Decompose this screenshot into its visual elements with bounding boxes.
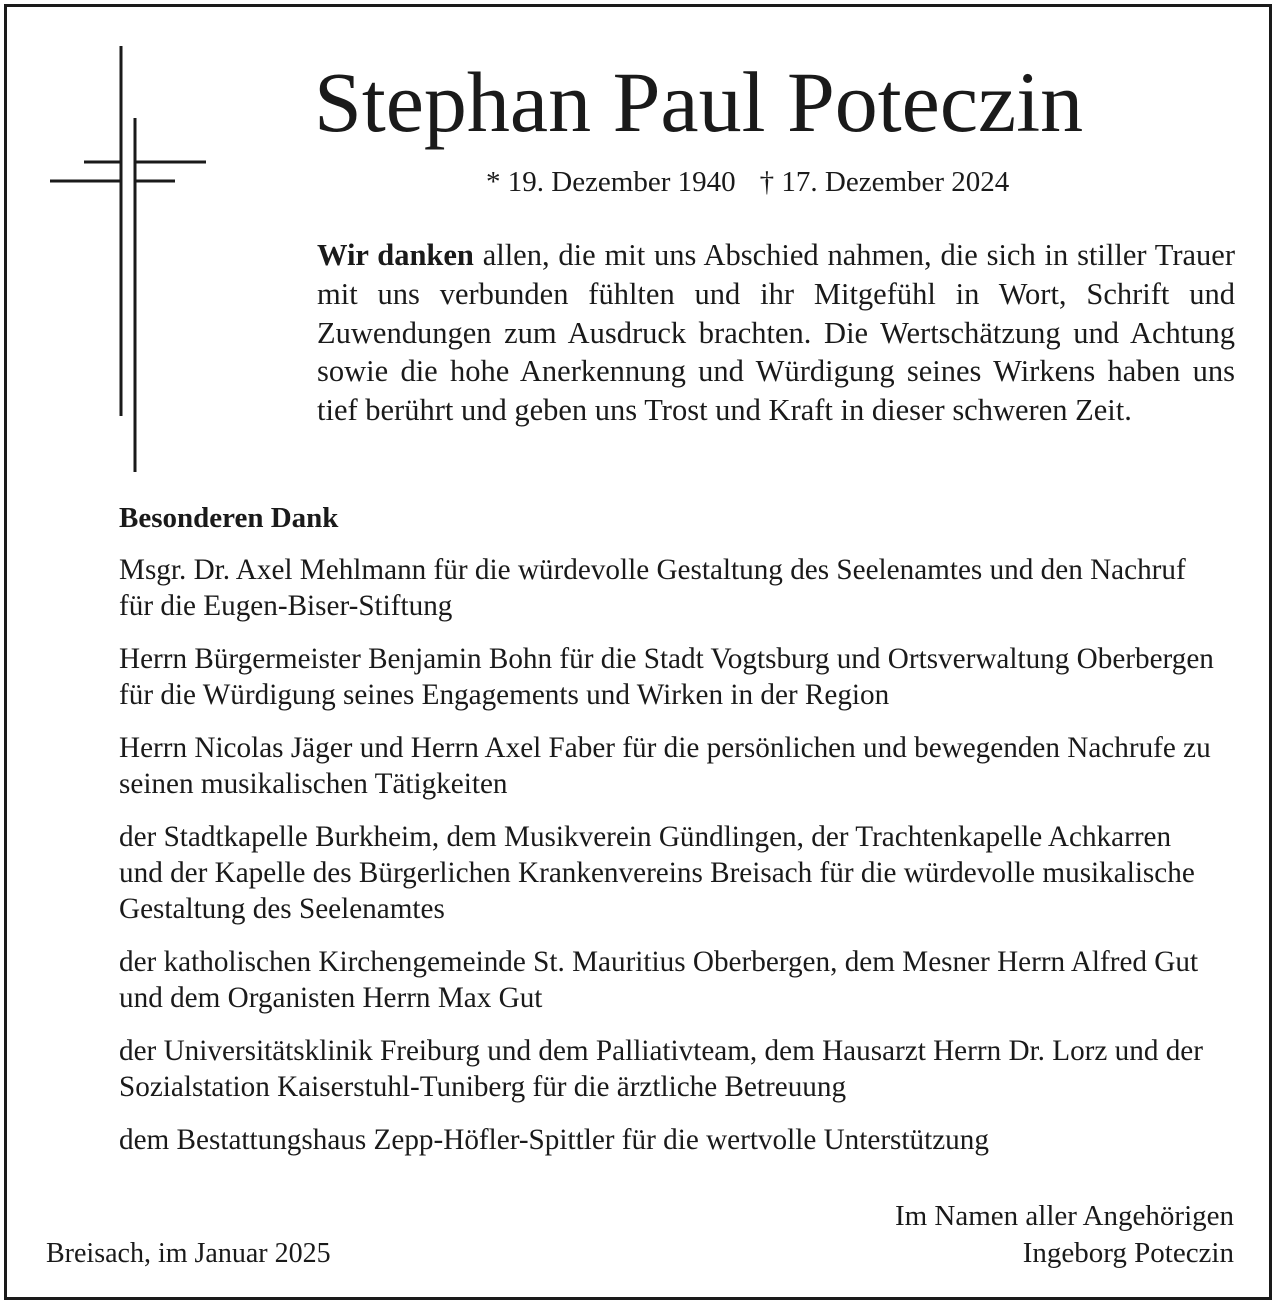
on-behalf-line: Im Namen aller Angehörigen [894, 1200, 1234, 1232]
thank-you-text: allen, die mit uns Abschied nahmen, die sich in stiller Trauer mit uns verbunden fühlten und ihr Mitgefühl in Wort, Schrift und Zuwendungen zum Ausdruck brachten. Die Wertschätzung und Achtung sowie die hohe Anerkennung und Würdigung seines Wirkens haben uns tief berührt und geben uns Trost und Kraft in dieser schweren Zeit. [317, 238, 1235, 428]
special-thanks-section [119, 500, 1219, 1175]
thanks-item: dem Bestattungshaus Zepp-Höfler-Spittler für die wertvolle Unterstützung [119, 1124, 989, 1156]
place-and-date: Breisach, im Januar 2025 [46, 1238, 331, 1269]
thank-you-lead: Wir danken [317, 238, 474, 272]
cross-icon [48, 46, 208, 476]
thanks-item: Msgr. Dr. Axel Mehlmann für die würdevolle Gestaltung des Seelenamtes und den Nachruf für die Eugen-Biser-Stiftung [119, 554, 1186, 622]
life-dates [486, 164, 1009, 200]
thanks-item: der Universitätsklinik Freiburg und dem Palliativteam, dem Hausarzt Herrn Dr. Lorz und der Sozialstation Kaiserstuhl-Tuniberg für die ärztliche Betreuung [119, 1035, 1203, 1103]
signature-block [895, 1198, 1234, 1272]
thanks-item: der Stadtkapelle Burkheim, dem Musikverein Gündlingen, der Trachtenkapelle Achkarren und der Kapelle des Bürgerlichen Krankenvereins Breisach für die würdevolle musikalische Gestaltung des Seelenamtes [119, 821, 1195, 925]
special-thanks-heading: Besonderen Dank [119, 502, 339, 534]
death-date: † 17. Dezember 2024 [759, 166, 1010, 198]
thanks-item: der katholischen Kirchengemeinde St. Mauritius Oberbergen, dem Mesner Herrn Alfred Gut und dem Organisten Herrn Max Gut [119, 946, 1199, 1014]
thanks-item: Herrn Bürgermeister Benjamin Bohn für die Stadt Vogtsburg und Ortsverwaltung Oberbergen für die Würdigung seines Engagements und Wirken in der Region [119, 643, 1214, 711]
thanks-item: Herrn Nicolas Jäger und Herrn Axel Faber für die persönlichen und bewegenden Nachrufe zu seinen musikalischen Tätigkeiten [119, 732, 1211, 800]
deceased-name: Stephan Paul Poteczin [314, 54, 1084, 150]
signer-name: Ingeborg Poteczin [1022, 1237, 1234, 1269]
birth-date: * 19. Dezember 1940 [486, 166, 736, 198]
thank-you-paragraph [317, 236, 1235, 430]
